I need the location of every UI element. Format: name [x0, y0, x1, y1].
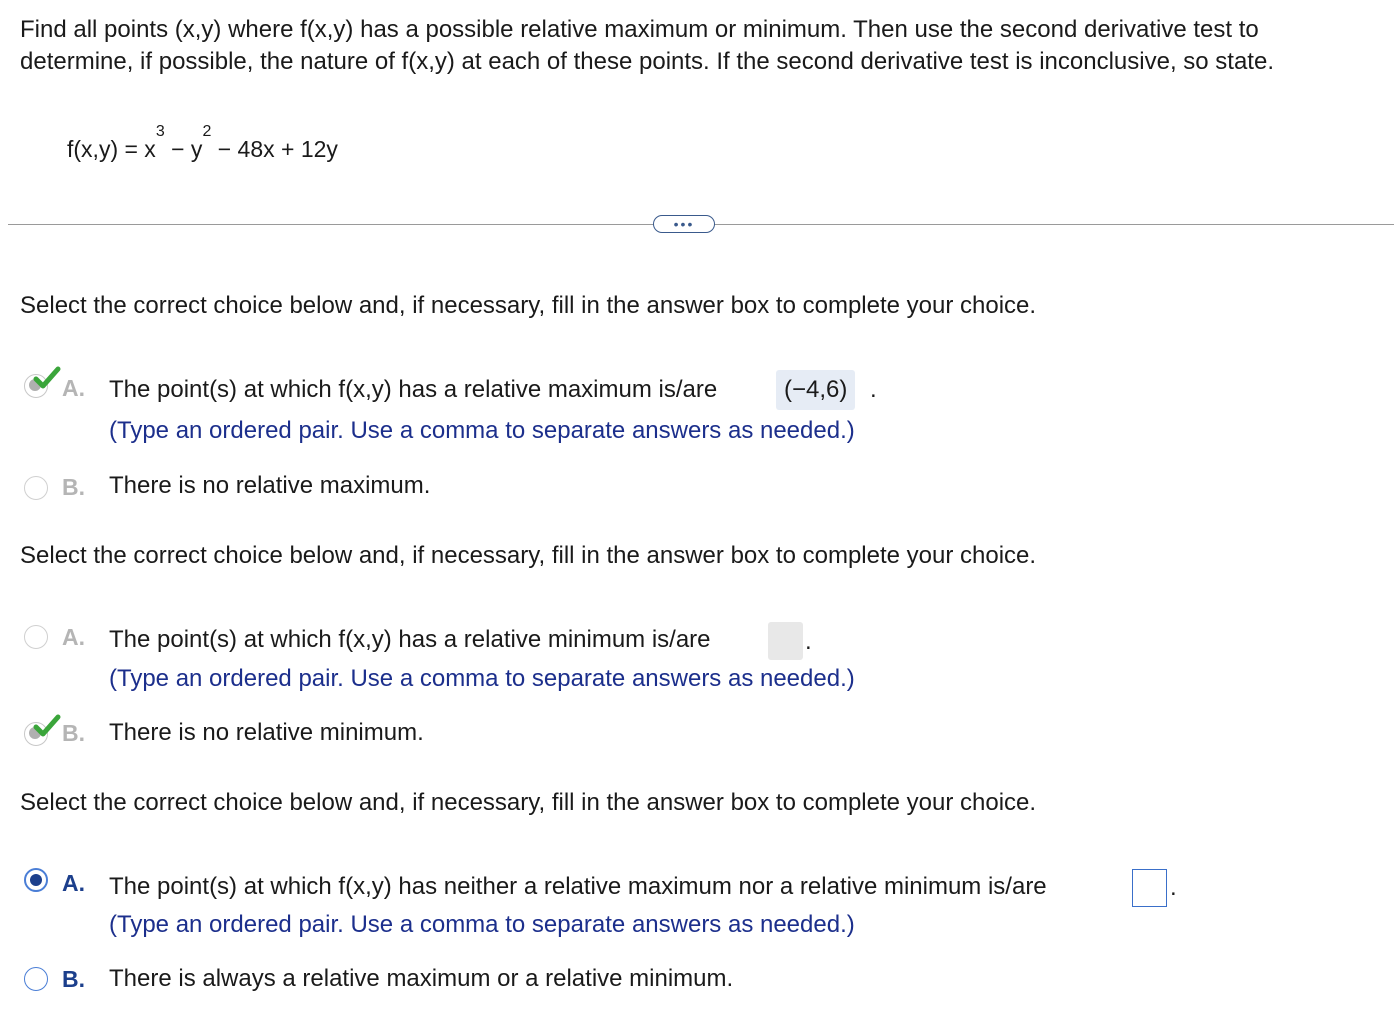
instruction-1: Select the correct choice below and, if necessary, fill in the answer box to complete your choice.	[20, 292, 1037, 319]
formula-middle: − y	[164, 136, 203, 162]
q3-option-a-text: The point(s) at which f(x,y) has neither a relative maximum nor a relative minimum is/are	[109, 873, 1047, 900]
q3-option-b-radio[interactable]	[24, 967, 48, 991]
q1-period: .	[870, 376, 877, 403]
q3-option-b-letter: B.	[62, 966, 85, 992]
q1-option-b-text: There is no relative maximum.	[109, 472, 431, 499]
q3-period: .	[1170, 874, 1177, 901]
q2-answer-box[interactable]	[768, 622, 803, 660]
more-options-button[interactable]: •••	[653, 215, 715, 233]
q2-option-a-radio[interactable]	[24, 625, 48, 649]
correct-check-icon	[32, 366, 62, 390]
correct-check-icon	[32, 714, 62, 738]
instruction-3: Select the correct choice below and, if necessary, fill in the answer box to complete your choice.	[20, 789, 1037, 816]
q1-option-a-text: The point(s) at which f(x,y) has a relative maximum is/are	[109, 376, 718, 403]
q2-option-b-text: There is no relative minimum.	[109, 719, 424, 746]
function-formula	[67, 123, 338, 163]
formula-rhs: − 48x + 12y	[211, 136, 338, 162]
q2-hint: (Type an ordered pair. Use a comma to separate answers as needed.)	[109, 665, 855, 692]
instruction-2: Select the correct choice below and, if necessary, fill in the answer box to complete your choice.	[20, 542, 1037, 569]
q1-option-b-radio[interactable]	[24, 476, 48, 500]
q3-option-a-radio[interactable]	[24, 868, 48, 892]
formula-exponent-y: 2	[202, 123, 212, 140]
q2-option-b-letter: B.	[62, 720, 85, 746]
q3-answer-input[interactable]	[1132, 869, 1167, 907]
q3-option-b-text: There is always a relative maximum or a relative minimum.	[109, 965, 734, 992]
q1-hint: (Type an ordered pair. Use a comma to separate answers as needed.)	[109, 417, 855, 444]
q1-answer-box[interactable]: (−4,6)	[776, 370, 855, 410]
q2-option-a-letter: A.	[62, 624, 85, 650]
q1-option-b-letter: B.	[62, 474, 85, 500]
q3-option-a-letter: A.	[62, 870, 85, 896]
formula-lhs: f(x,y) = x	[67, 136, 156, 162]
formula-exponent-x: 3	[155, 123, 165, 140]
q2-period: .	[805, 628, 812, 655]
question-prompt: Find all points (x,y) where f(x,y) has a possible relative maximum or minimum. Then use the second derivative test to determine, if possible, the nature of f(x,y) at each of these points. If the second derivative test is inconclusive, so state.	[20, 16, 1274, 75]
q2-option-a-text: The point(s) at which f(x,y) has a relative minimum is/are	[109, 626, 711, 653]
q1-option-a-letter: A.	[62, 375, 85, 401]
q3-hint: (Type an ordered pair. Use a comma to separate answers as needed.)	[109, 911, 855, 938]
